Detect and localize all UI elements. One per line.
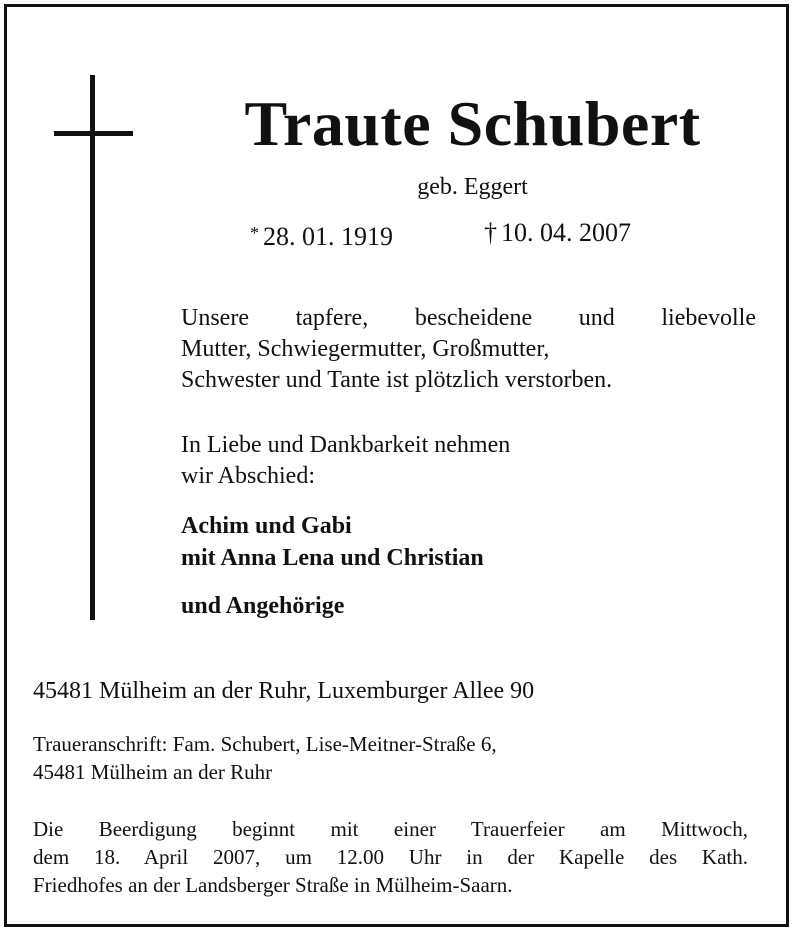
announcement-paragraph bbox=[181, 303, 756, 396]
mourning-address-line: 45481 Mülheim an der Ruhr bbox=[33, 760, 273, 784]
funeral-info-line: dem 18. April 2007, um 12.00 Uhr in der Kapelle des Kath. bbox=[33, 845, 748, 869]
mourning-address bbox=[33, 730, 773, 786]
birth-date: 28. 01. 1919 bbox=[263, 222, 393, 251]
home-address: 45481 Mülheim an der Ruhr, Luxemburger Allee 90 bbox=[33, 678, 535, 704]
relatives-line: und Angehörige bbox=[181, 593, 345, 619]
announcement-line: Mutter, Schwiegermutter, Großmutter, bbox=[181, 336, 550, 362]
announcement-line: Schwester und Tante ist plötzlich verstorben. bbox=[181, 367, 613, 393]
cross-horizontal-bar bbox=[54, 131, 133, 136]
birth-date-group bbox=[250, 217, 393, 253]
death-dagger-icon: † bbox=[484, 218, 497, 247]
death-date: 10. 04. 2007 bbox=[501, 218, 631, 247]
cross-vertical-bar bbox=[90, 75, 95, 620]
maiden-name: geb. Eggert bbox=[417, 174, 528, 200]
announcement-line: Unsere tapfere, bescheidene und liebevolle bbox=[181, 305, 756, 331]
death-date-group bbox=[484, 217, 631, 249]
funeral-info-line: Friedhofes an der Landsberger Straße in Mülheim-Saarn. bbox=[33, 873, 513, 897]
farewell-paragraph bbox=[181, 430, 756, 492]
mourning-address-line: Traueranschrift: Fam. Schubert, Lise-Meitner-Straße 6, bbox=[33, 732, 497, 756]
birth-star-icon: * bbox=[250, 223, 259, 243]
funeral-info-line: Die Beerdigung beginnt mit einer Trauerfeier am Mittwoch, bbox=[33, 817, 748, 841]
family-names bbox=[181, 510, 756, 574]
farewell-line: wir Abschied: bbox=[181, 463, 315, 489]
family-name-line: mit Anna Lena und Christian bbox=[181, 545, 484, 571]
farewell-line: In Liebe und Dankbarkeit nehmen bbox=[181, 432, 511, 458]
relatives bbox=[181, 590, 756, 622]
deceased-name: Traute Schubert bbox=[244, 88, 701, 159]
family-name-line: Achim und Gabi bbox=[181, 513, 352, 539]
funeral-info bbox=[33, 815, 748, 899]
